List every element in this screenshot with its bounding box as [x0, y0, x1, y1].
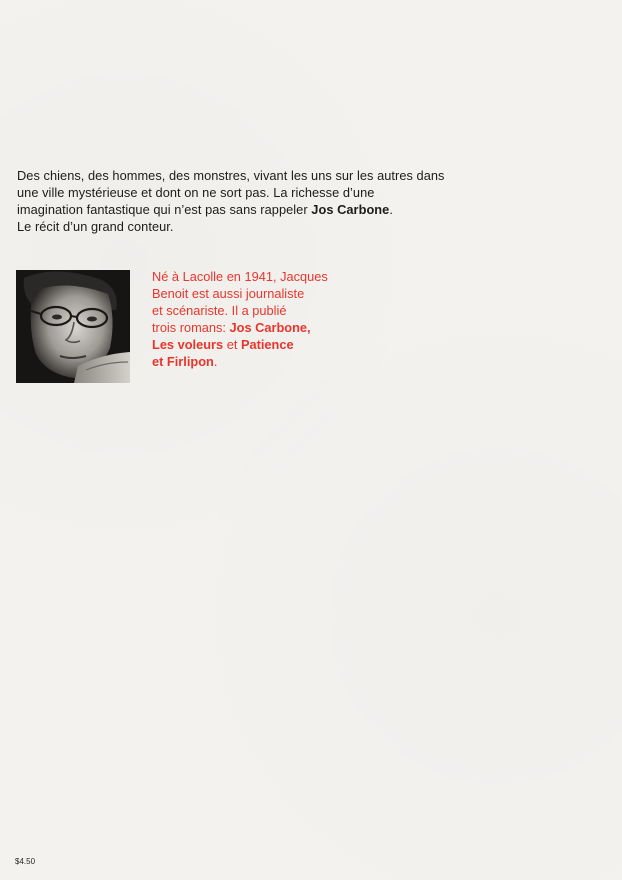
book-title-reference: Les voleurs — [152, 337, 224, 352]
book-title-reference: Jos Carbone, — [229, 320, 311, 335]
blurb-text: imagination fantastique qui n’est pas sans rappeler — [17, 202, 312, 217]
book-title-reference: Patience — [240, 337, 294, 352]
bio-line: Né à Lacolle en 1941, Jacques — [152, 269, 328, 284]
bio-line — [152, 353, 372, 370]
blurb-line: Le récit d’un grand conteur. — [17, 219, 174, 234]
bio-line — [152, 319, 372, 336]
bio-text: . — [213, 354, 218, 369]
blurb-line: Des chiens, des hommes, des monstres, vivant les uns sur les autres dans — [17, 168, 445, 183]
bio-text: trois romans: — [152, 320, 230, 335]
book-title-reference: et Firlipon — [152, 354, 214, 369]
book-title-reference: Jos Carbone — [311, 202, 390, 217]
blurb-text: . — [389, 202, 393, 217]
bio-line — [152, 336, 372, 353]
price-label: $4.50 — [15, 857, 36, 866]
author-photo — [16, 270, 130, 383]
book-blurb — [17, 167, 517, 235]
bio-line: Benoit est aussi journaliste — [152, 286, 305, 301]
bio-line: et scénariste. Il a publié — [152, 303, 287, 318]
author-bio — [152, 268, 372, 370]
bio-text: et — [223, 337, 241, 352]
blurb-line: une ville mystérieuse et dont on ne sort pas. La richesse d’une — [17, 185, 375, 200]
author-portrait-image — [16, 270, 130, 383]
blurb-line — [17, 201, 517, 218]
